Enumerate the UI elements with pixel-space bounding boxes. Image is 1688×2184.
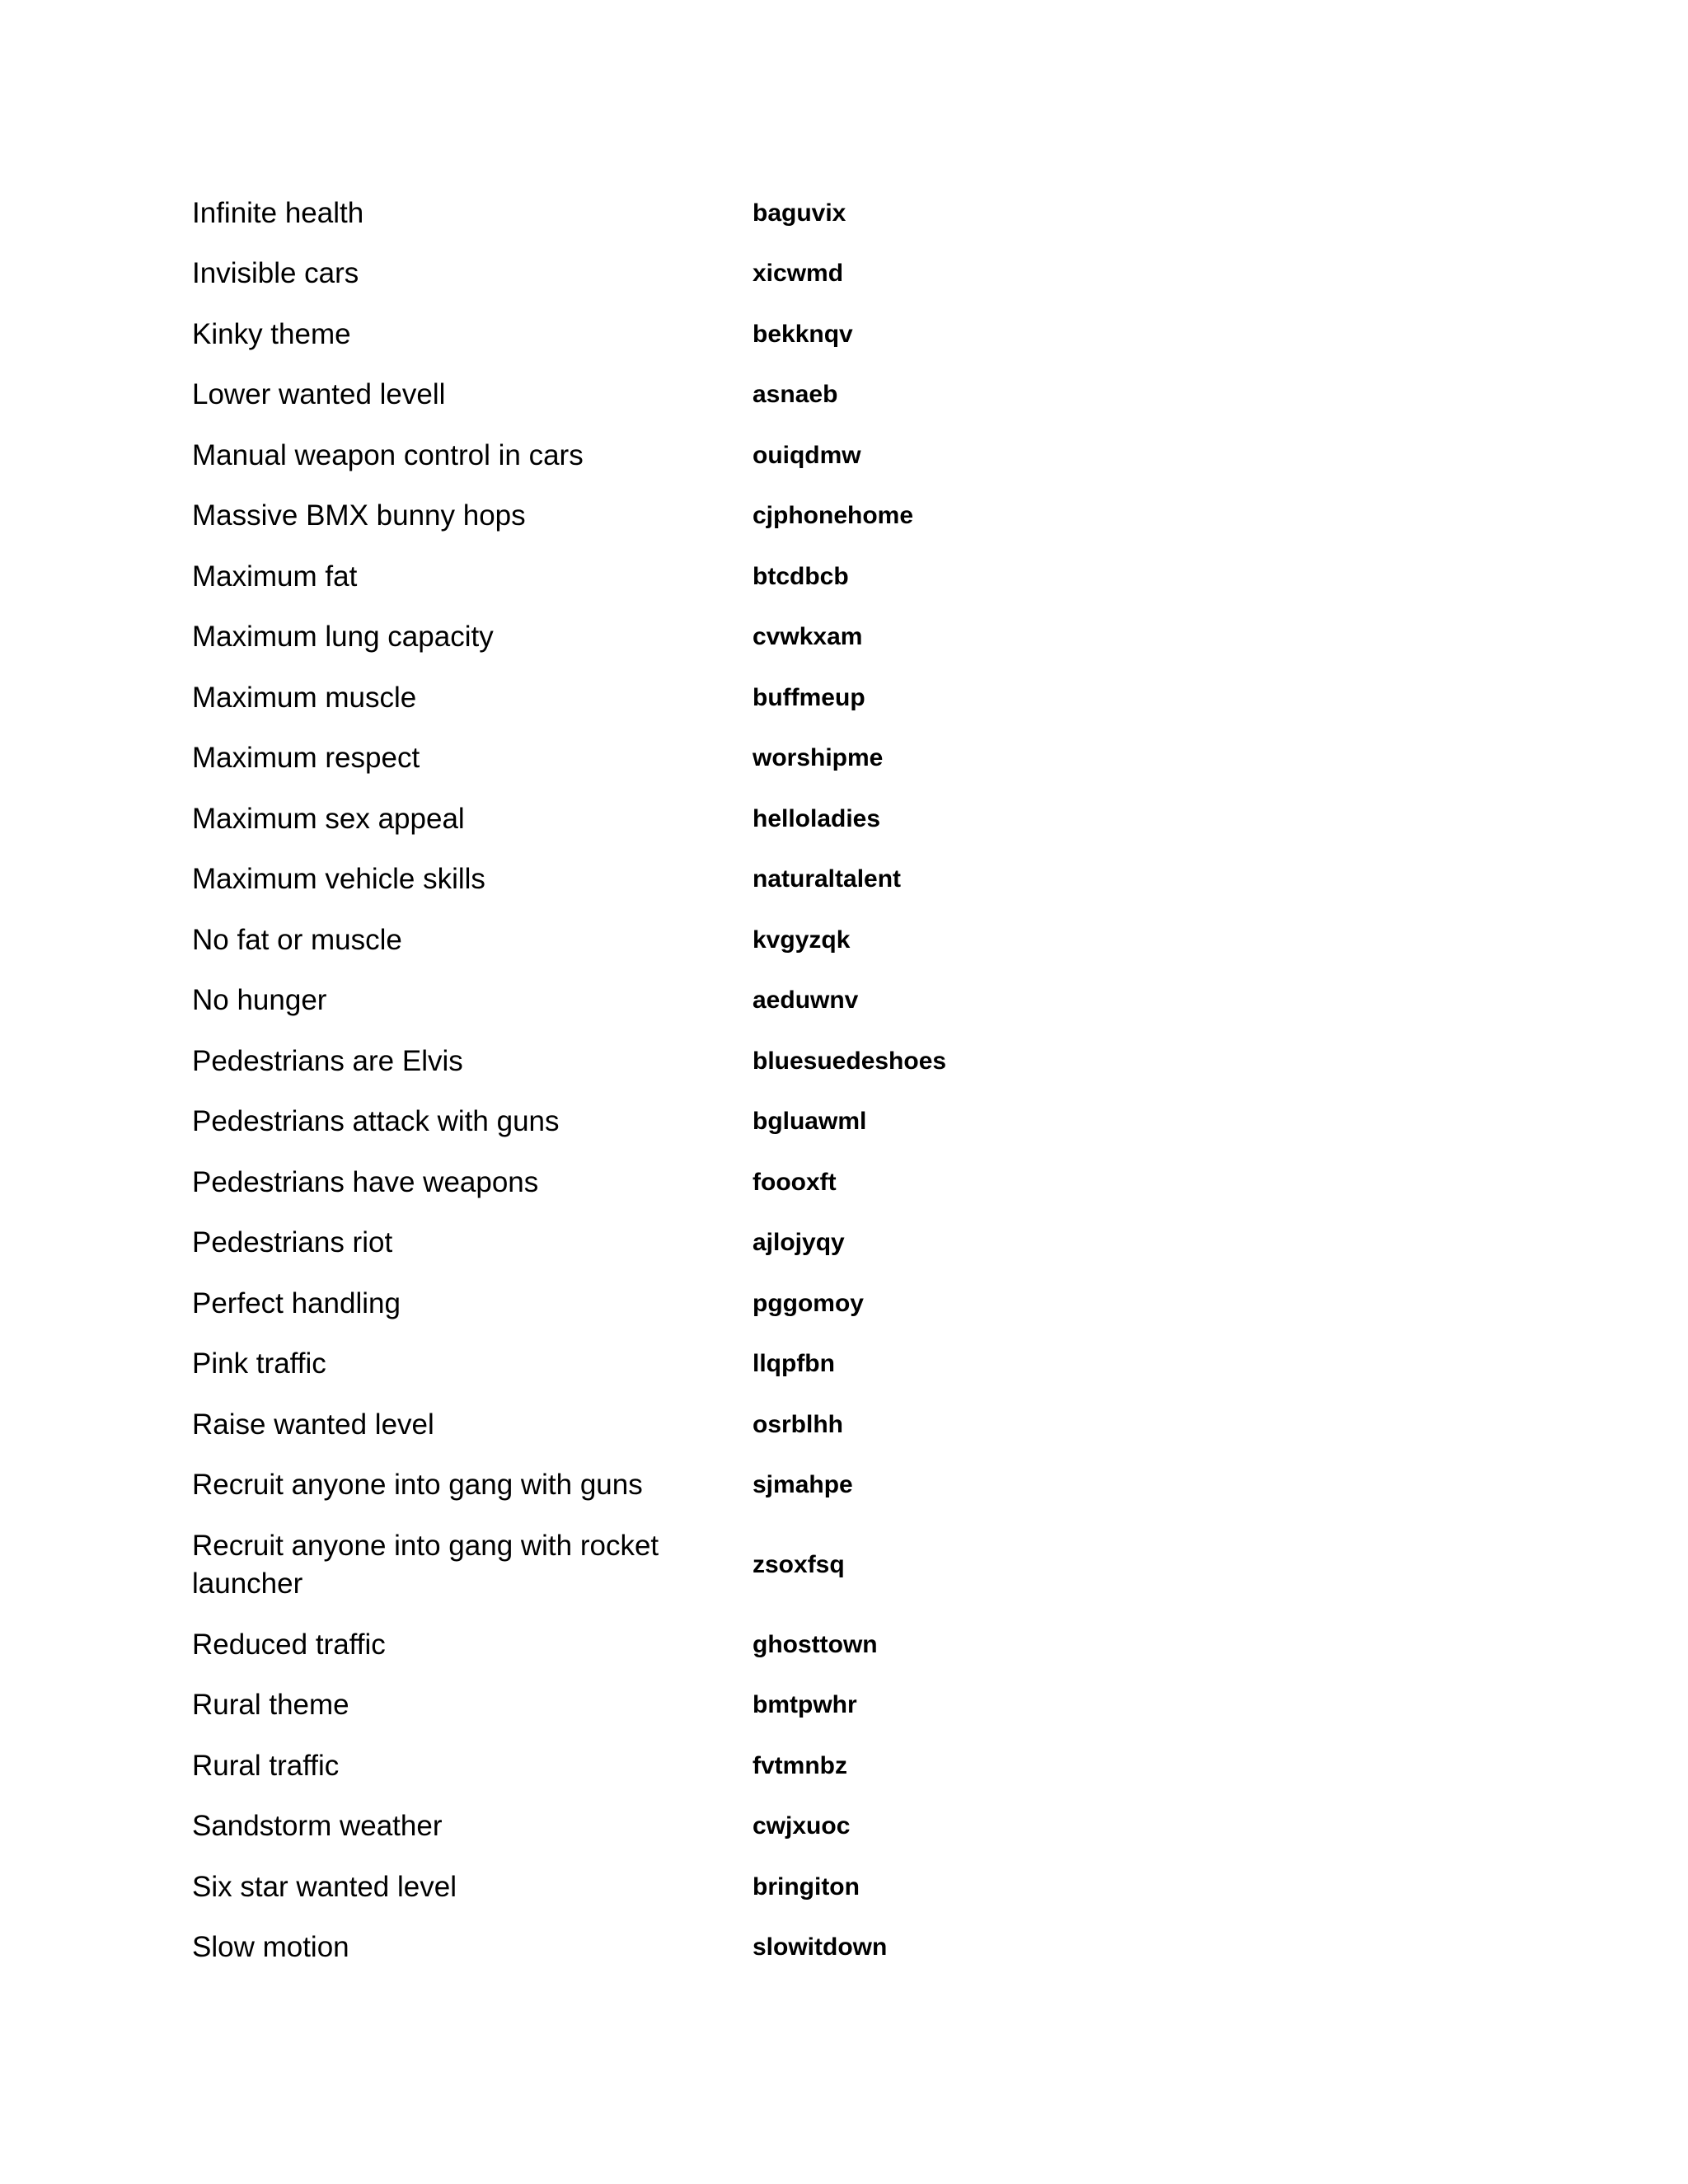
cheat-effect: Reduced traffic [192,1628,386,1661]
cheat-effect: Infinite health [192,196,364,229]
cheat-code: buffmeup [753,683,865,711]
table-row [192,1031,1181,1092]
table-row [192,1516,1181,1615]
table-row [192,365,1181,426]
table-row [192,183,1181,244]
cheat-table [192,183,1181,1978]
cheat-code: aeduwnv [753,987,859,1015]
cheat-effect: Pink traffic [192,1347,326,1380]
table-row [192,425,1181,486]
cheat-effect: No hunger [192,984,327,1017]
cheat-effect: Rural theme [192,1689,349,1722]
cheat-code: bmtpwhr [753,1691,857,1719]
table-row [192,1273,1181,1334]
table-row [192,1797,1181,1858]
table-row [192,546,1181,607]
cheat-effect: Perfect handling [192,1286,401,1319]
table-row [192,971,1181,1032]
cheat-code: ghosttown [753,1630,878,1658]
cheat-effect: Maximum vehicle skills [192,863,485,896]
cheat-effect: Manual weapon control in cars [192,438,584,471]
cheat-effect: Pedestrians attack with guns [192,1105,560,1138]
cheat-code: osrblhh [753,1410,843,1438]
table-row [192,850,1181,911]
cheat-code: pggomoy [753,1289,864,1317]
cheat-code: baguvix [753,199,846,227]
cheat-effect: Slow motion [192,1931,349,1964]
cheat-effect: Pedestrians have weapons [192,1165,539,1198]
cheat-effect: Pedestrians riot [192,1226,393,1259]
cheat-effect: Maximum respect [192,742,420,775]
cheat-code: btcdbcb [753,562,849,590]
table-row [192,789,1181,850]
cheat-code: bringiton [753,1872,860,1900]
cheat-effect: Raise wanted level [192,1408,434,1441]
table-row [192,668,1181,729]
cheat-code: llqpfbn [753,1350,835,1378]
table-row [192,1092,1181,1153]
cheat-code: bluesuedeshoes [753,1047,947,1075]
cheat-effect: Maximum sex appeal [192,802,465,835]
table-row [192,1152,1181,1213]
table-row [192,729,1181,790]
cheat-code: sjmahpe [753,1471,853,1499]
cheat-code: ajlojyqy [753,1229,845,1257]
cheat-effect: No fat or muscle [192,923,402,956]
table-row [192,486,1181,547]
table-row [192,1675,1181,1736]
cheat-effect: Six star wanted level [192,1870,457,1903]
cheat-code: slowitdown [753,1933,888,1961]
cheat-effect: Pedestrians are Elvis [192,1044,463,1077]
cheat-code: naturaltalent [753,865,902,893]
cheat-effect: Maximum lung capacity [192,621,494,654]
cheat-effect: Recruit anyone into gang with rocket launcher [192,1530,659,1600]
cheat-code: foooxft [753,1168,837,1196]
cheat-code: asnaeb [753,381,838,409]
cheat-code: worshipme [753,744,884,772]
table-row [192,1857,1181,1918]
cheat-code: helloladies [753,804,881,832]
cheat-code: cjphonehome [753,502,914,530]
cheat-code: ouiqdmw [753,441,861,469]
cheat-code: xicwmd [753,260,844,288]
table-row [192,607,1181,668]
cheat-code: kvgyzqk [753,926,851,954]
cheat-effect: Sandstorm weather [192,1810,443,1843]
table-row [192,1736,1181,1797]
cheat-code: zsoxfsq [753,1551,845,1578]
table-row [192,910,1181,971]
cheat-code: bekknqv [753,320,853,348]
table-row [192,1213,1181,1274]
cheat-effect: Rural traffic [192,1749,340,1782]
cheat-effect: Maximum fat [192,560,358,593]
cheat-code: bgluawml [753,1108,867,1136]
cheat-effect: Kinky theme [192,317,351,350]
cheat-effect: Lower wanted levell [192,378,446,411]
cheat-effect: Invisible cars [192,257,359,290]
table-row [192,1455,1181,1516]
cheat-effect: Massive BMX bunny hops [192,499,526,532]
table-row [192,1918,1181,1979]
table-row [192,1615,1181,1675]
cheat-code: fvtmnbz [753,1751,847,1779]
table-row [192,1334,1181,1395]
cheat-effect: Maximum muscle [192,681,417,714]
cheat-code: cwjxuoc [753,1812,851,1840]
cheat-effect: Recruit anyone into gang with guns [192,1469,643,1502]
table-row [192,1394,1181,1455]
cheat-code: cvwkxam [753,623,863,651]
table-row [192,304,1181,365]
table-row [192,244,1181,305]
